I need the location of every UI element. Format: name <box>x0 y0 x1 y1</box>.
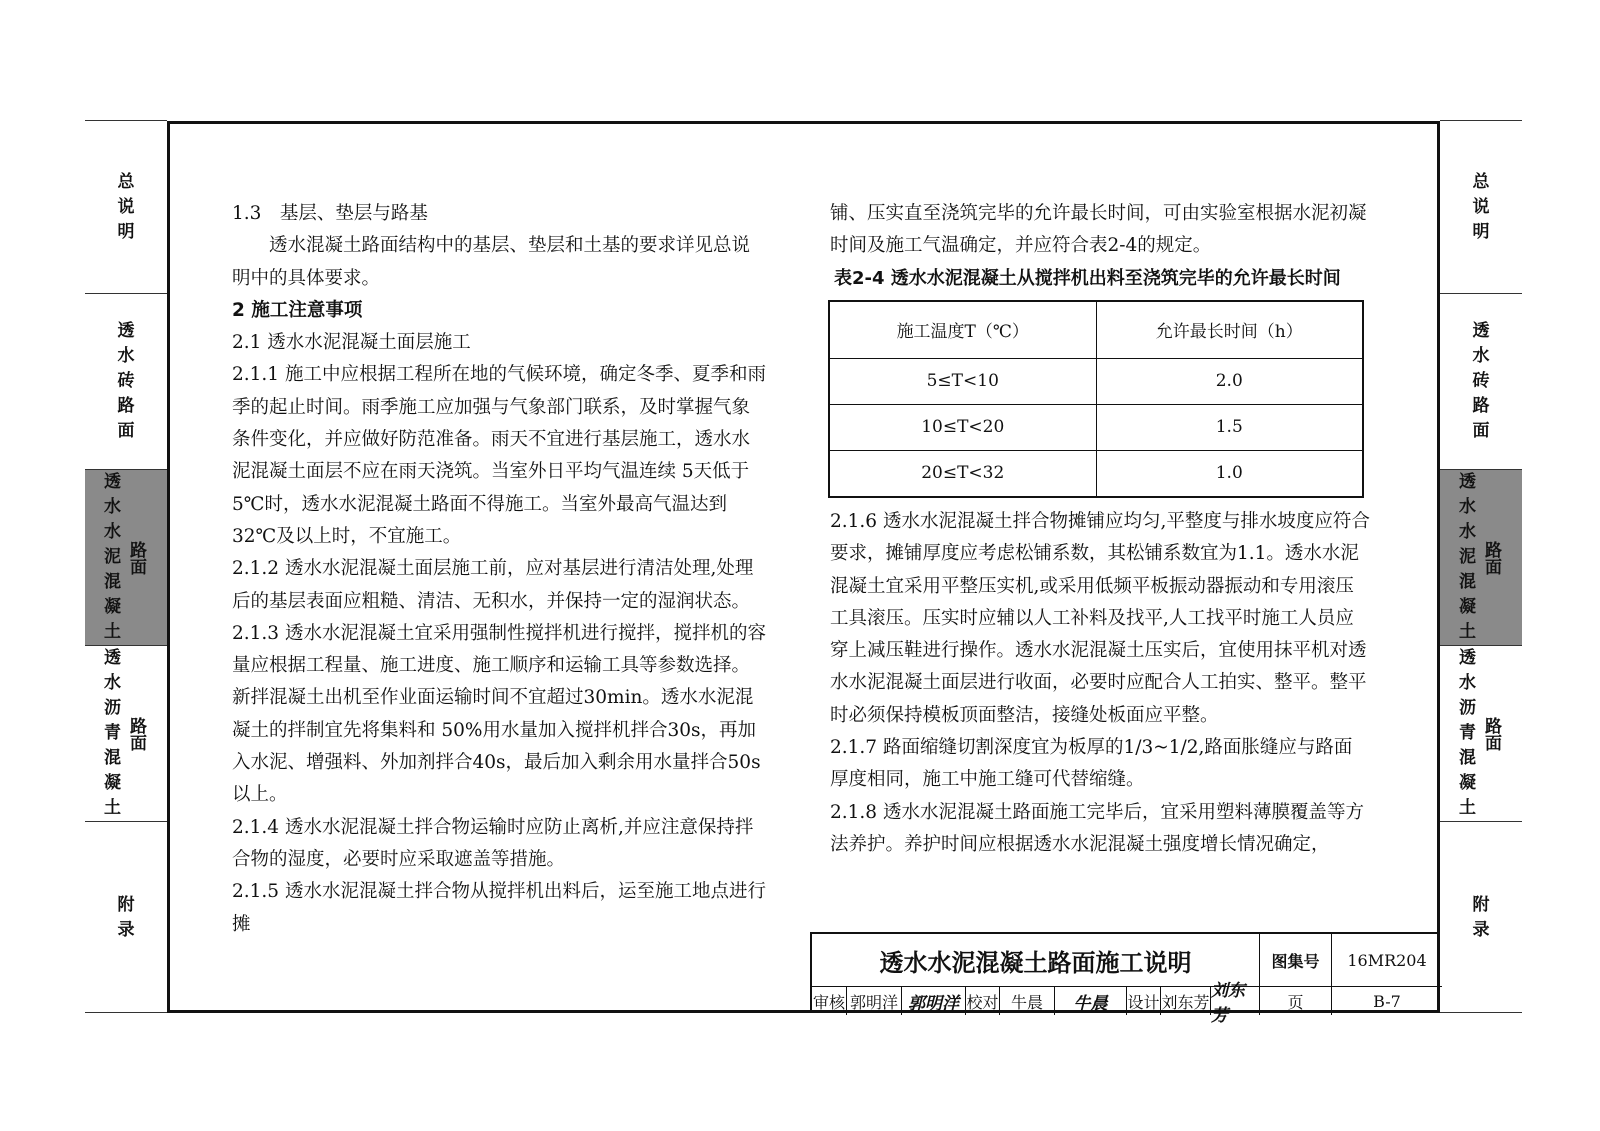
sidebar-section-label <box>1459 470 1503 645</box>
sidebar-section-general <box>1440 120 1522 293</box>
right-column-bottom <box>830 506 1370 861</box>
table-cell: 1.0 <box>1096 450 1363 497</box>
page-number: B-7 <box>1331 987 1442 1015</box>
sidebar-section-label <box>1473 170 1490 245</box>
heading-2-1: 2.1 透水水泥混凝土面层施工 <box>232 332 471 354</box>
table-cell: 2.0 <box>1096 358 1363 404</box>
sidebar-section-chars <box>118 170 135 245</box>
sidebar-char: 凝 <box>1459 597 1476 617</box>
sidebar-section-chars <box>1473 893 1490 943</box>
paragraph-2-1-6: 2.1.6 透水水泥混凝土拌合物摊铺应均匀,平整度与排水坡度应符合要求，摊铺厚度应考虑松铺系数，其松铺系数宜为1.1。透水水泥混凝土宜采用平整压实机,或采用低频平板振动器振动和专用滚压工具滚压。压实时应辅以人工补料及找平,人工找平时施工人员应穿上减压鞋进行操作。透水水泥混凝土压实后，宜使用抹平机对透水水泥混凝土面层进行收面，必要时应配合人工拍实、整平。整平时必须保持模板顶面整洁，接缝处板面应平整。 <box>830 511 1370 726</box>
sidebar-char: 说 <box>117 196 135 217</box>
sidebar-char: 砖 <box>117 371 135 391</box>
sidebar-char: 路 <box>117 396 135 416</box>
drawing-title: 透水水泥混凝土路面施工说明 <box>879 948 1192 977</box>
sidebar-section-chars <box>1473 170 1490 245</box>
sidebar-section-chars <box>1459 470 1476 645</box>
sidebar-char: 透 <box>117 321 135 341</box>
sidebar-section-side-label: 路面 <box>126 716 146 751</box>
heading-2: 2 施工注意事项 <box>232 299 363 321</box>
sidebar-char: 砖 <box>1472 371 1490 391</box>
sidebar-char: 面 <box>117 421 135 441</box>
designer-signature: 刘东芳 <box>1210 987 1259 1015</box>
table-header-cell: 允许最长时间（h） <box>1096 301 1363 358</box>
reviewer-signature: 郭明洋 <box>901 987 965 1015</box>
sidebar-section-label <box>104 470 148 645</box>
sidebar-char: 土 <box>1459 798 1476 818</box>
right-column-top <box>830 198 1370 295</box>
sidebar-char: 水 <box>1472 346 1490 366</box>
sidebar-section-concrete <box>85 469 167 645</box>
sidebar-char: 水 <box>104 522 121 542</box>
sidebar-char: 沥 <box>104 698 121 718</box>
check-label: 校对 <box>965 987 999 1015</box>
design-label: 设计 <box>1126 987 1160 1015</box>
title-block <box>810 932 1440 1026</box>
table-row <box>829 450 1363 497</box>
left-column <box>232 198 766 941</box>
sidebar-char: 透 <box>104 472 121 492</box>
table-caption: 表2-4 透水水泥混凝土从搅拌机出料至浇筑完毕的允许最长时间 <box>834 267 1341 289</box>
sidebar-section-label <box>104 646 148 821</box>
sidebar-char: 透 <box>1459 648 1476 668</box>
sidebar-section-asphalt <box>1440 645 1522 821</box>
paragraph-2-1-5: 2.1.5 透水水泥混凝土拌合物从搅拌机出料后，运至施工地点进行摊 <box>232 881 766 935</box>
sidebar-char: 透 <box>1459 472 1476 492</box>
table-row <box>829 404 1363 450</box>
checker-name: 牛晨 <box>999 987 1054 1015</box>
sidebar-section-label <box>118 319 135 444</box>
table-cell: 10≤T<20 <box>829 404 1096 450</box>
checker-signature: 牛晨 <box>1054 987 1126 1015</box>
page-label: 页 <box>1259 987 1331 1015</box>
heading-1-3: 1.3 基层、垫层与路基 <box>232 203 428 224</box>
sidebar-char: 透 <box>1472 321 1490 341</box>
sidebar-char: 泥 <box>1459 547 1476 567</box>
atlas-label: 图集号 <box>1259 934 1331 986</box>
table-header-cell: 施工温度T（℃） <box>829 301 1096 358</box>
sidebar-char: 凝 <box>1459 773 1476 793</box>
sidebar-char: 面 <box>1472 421 1490 441</box>
table-header-row <box>829 301 1363 358</box>
sidebar-char: 水 <box>1459 673 1476 693</box>
sidebar-section-chars <box>1473 319 1490 444</box>
paragraph-2-1-7: 2.1.7 路面缩缝切割深度宜为板厚的1/3~1/2,路面胀缝应与路面厚度相同，施工中施工缝可代替缩缝。 <box>830 737 1353 791</box>
sidebar-right <box>1440 120 1522 1013</box>
sidebar-section-label <box>118 170 135 245</box>
sidebar-char: 水 <box>1459 497 1476 517</box>
atlas-number: 16MR204 <box>1331 934 1442 986</box>
paragraph-2-1-8: 2.1.8 透水水泥混凝土路面施工完毕后，宜采用塑料薄膜覆盖等方法养护。养护时间应根据透水水泥混凝土强度增长情况确定， <box>830 801 1364 855</box>
sidebar-char: 水 <box>104 497 121 517</box>
sidebar-section-brick <box>1440 293 1522 469</box>
sidebar-section-side-label: 路面 <box>1481 716 1501 751</box>
sidebar-char: 水 <box>1459 522 1476 542</box>
sidebar-char: 透 <box>104 648 121 668</box>
paragraph-2-1-3: 2.1.3 透水水泥混凝土宜采用强制性搅拌机进行搅拌，搅拌机的容量应根据工程量、施工进度、施工顺序和运输工具等参数选择。 新拌混凝土出机至作业面运输时间不宜超过30min。透水水泥混凝土的拌制宜先将集料和 50%用水量加入搅拌机拌合30s，再加入水泥、增强料、外加剂拌合40s，最后加入剩余用水量拌合50s以上。 <box>232 622 766 806</box>
sidebar-char: 混 <box>104 748 121 768</box>
sidebar-char: 混 <box>1459 572 1476 592</box>
sidebar-char: 凝 <box>104 773 121 793</box>
table-cell: 20≤T<32 <box>829 450 1096 497</box>
sidebar-char: 总 <box>117 171 135 192</box>
sidebar-section-label <box>1459 646 1503 821</box>
paragraph-1-3: 透水混凝土路面结构中的基层、垫层和土基的要求详见总说明中的具体要求。 <box>232 235 751 289</box>
sidebar-char: 明 <box>117 221 135 242</box>
sidebar-char: 说 <box>1472 196 1490 217</box>
sidebar-section-label <box>1473 319 1490 444</box>
sidebar-section-brick <box>85 293 167 469</box>
designer-name: 刘东芳 <box>1160 987 1210 1015</box>
sidebar-char: 沥 <box>1459 698 1476 718</box>
sidebar-section-general <box>85 120 167 293</box>
table-cell: 1.5 <box>1096 404 1363 450</box>
sidebar-char: 土 <box>104 622 121 642</box>
review-label: 审核 <box>812 992 845 1012</box>
sidebar-char: 凝 <box>104 597 121 617</box>
table-cell: 5≤T<10 <box>829 358 1096 404</box>
sidebar-char: 青 <box>104 723 121 743</box>
sidebar-char: 混 <box>104 572 121 592</box>
sidebar-section-side-label: 路面 <box>126 540 146 575</box>
sidebar-char: 土 <box>1459 622 1476 642</box>
temperature-time-table <box>828 300 1364 498</box>
sidebar-section-chars <box>104 646 121 821</box>
sidebar-section-chars <box>104 470 121 645</box>
sidebar-section-chars <box>118 319 135 444</box>
sidebar-char: 附 <box>1472 894 1490 915</box>
sidebar-char: 泥 <box>104 547 121 567</box>
paragraph-2-1-2: 2.1.2 透水水泥混凝土面层施工前，应对基层进行清洁处理,处理后的基层表面应粗糙、清洁、无积水，并保持一定的湿润状态。 <box>232 558 754 612</box>
sidebar-section-appendix <box>1440 821 1522 1013</box>
sidebar-char: 明 <box>1472 221 1490 242</box>
sidebar-char: 路 <box>1472 396 1490 416</box>
paragraph-2-1-4: 2.1.4 透水水泥混凝土拌合物运输时应防止离析,并应注意保持拌合物的湿度，必要时应采取遮盖等措施。 <box>232 816 754 870</box>
sidebar-char: 录 <box>1472 919 1490 940</box>
sidebar-left <box>85 120 167 1013</box>
paragraph-2-1-5-continued: 铺、压实直至浇筑完毕的允许最长时间，可由实验室根据水泥初凝时间及施工气温确定，并应符合表2-4的规定。 <box>830 203 1367 257</box>
sidebar-section-chars <box>1459 646 1476 821</box>
sidebar-section-label <box>1473 893 1490 943</box>
sidebar-char: 水 <box>104 673 121 693</box>
table-row <box>829 358 1363 404</box>
paragraph-2-1-1: 2.1.1 施工中应根据工程所在地的气候环境，确定冬季、夏季和雨季的起止时间。雨季施工应加强与气象部门联系，及时掌握气象条件变化，并应做好防范准备。雨天不宜进行基层施工，透水水泥混凝土面层不应在雨天浇筑。当室外日平均气温连续 5天低于 5℃时，透水水泥混凝土路面不得施工。当室外最高气温达到32℃及以上时，不宜施工。 <box>232 364 766 547</box>
sidebar-char: 总 <box>1472 171 1490 192</box>
sidebar-char: 水 <box>117 346 135 366</box>
sidebar-section-chars <box>118 893 135 943</box>
sidebar-char: 附 <box>117 894 135 915</box>
sidebar-char: 录 <box>117 919 135 940</box>
sidebar-char: 土 <box>104 798 121 818</box>
reviewer-name: 郭明洋 <box>846 987 901 1015</box>
sidebar-section-concrete <box>1440 469 1522 645</box>
sidebar-char: 混 <box>1459 748 1476 768</box>
sidebar-char: 青 <box>1459 723 1476 743</box>
sidebar-section-appendix <box>85 821 167 1013</box>
sidebar-section-label <box>118 893 135 943</box>
sidebar-section-side-label: 路面 <box>1481 540 1501 575</box>
sidebar-section-asphalt <box>85 645 167 821</box>
